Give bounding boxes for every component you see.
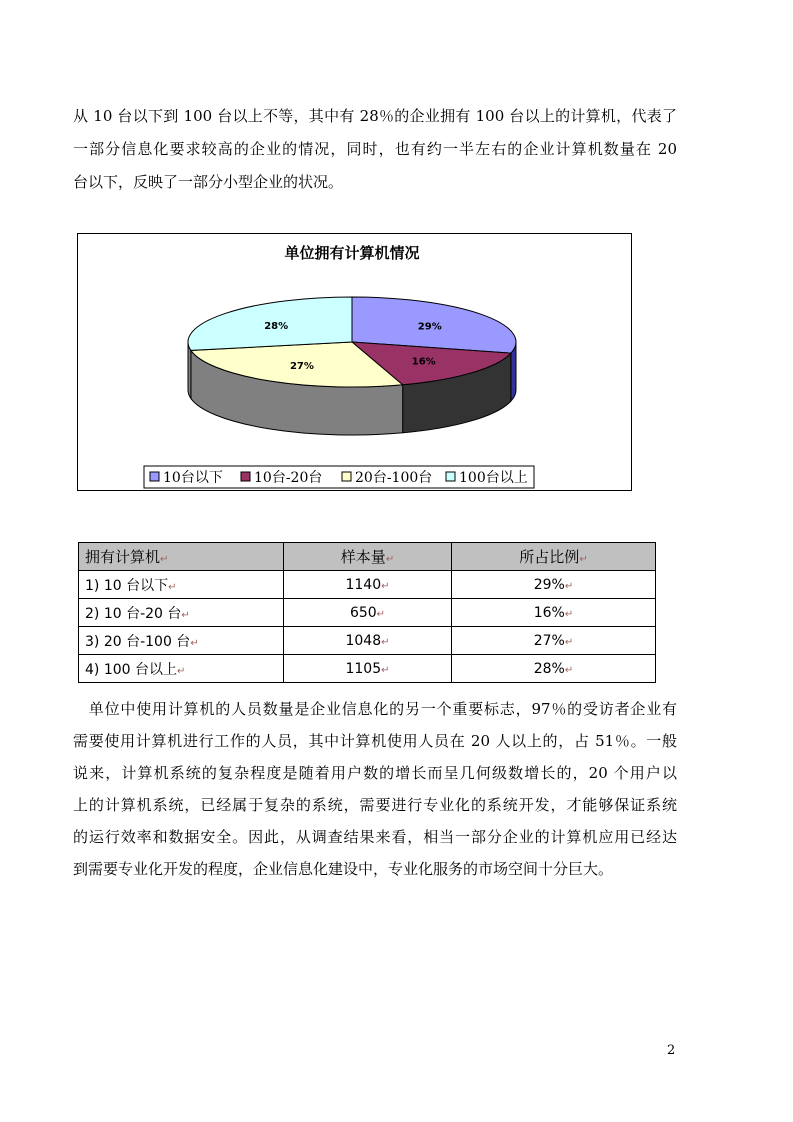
header-cell: 样本量: [340, 548, 386, 566]
table-cell: 1105: [345, 660, 382, 677]
pie-data-label: 27%: [289, 361, 314, 373]
table-cell: 650: [349, 604, 377, 621]
legend-label: 10台-20台: [254, 470, 323, 486]
legend-swatch: [342, 472, 351, 481]
pie-data-label: 28%: [264, 320, 289, 332]
table-row: 2) 10 台-20 台↵ 650↵ 16%↵: [79, 599, 656, 627]
text-line: 单位中使用计算机的人员数量是企业信息化的另一个重要标志，97％的受访者企业有: [73, 700, 677, 718]
table-row: 1) 10 台以下↵ 1140↵ 29%↵: [79, 571, 656, 599]
table-cell: 1) 10 台以下: [85, 577, 169, 594]
legend-swatch: [446, 472, 455, 481]
header-cell: 拥有计算机: [85, 548, 161, 566]
legend-swatch: [241, 472, 250, 481]
table-cell: 2) 10 台-20 台: [85, 605, 182, 622]
table-cell: 29%: [533, 576, 565, 593]
text-line: 说来，计算机系统的复杂程度是随着用户数的增长而呈几何级数增长的，20 个用户以: [73, 764, 677, 782]
header-cell: 所占比例: [519, 548, 580, 566]
legend-label: 20台-100台: [355, 470, 433, 486]
legend-swatch: [150, 472, 159, 481]
table-cell: 16%: [533, 604, 565, 621]
table-cell: 1140: [345, 576, 382, 593]
pie-data-label: 16%: [411, 356, 436, 368]
legend-label: 10台以下: [163, 470, 223, 486]
page-number: 2: [667, 1043, 676, 1058]
text-line: 台以下，反映了一部分小型企业的状况。: [73, 173, 344, 191]
table-cell: 4) 100 台以上: [85, 661, 177, 678]
text-line: 从 10 台以下到 100 台以上不等，其中有 28％的企业拥有 100 台以上的计算机，代表了: [73, 107, 677, 125]
text-line: 上的计算机系统，已经属于复杂的系统，需要进行专业化的系统开发，才能够保证系统: [73, 796, 677, 814]
data-table: [78, 542, 656, 683]
pie-data-label: 29%: [417, 321, 442, 333]
table-row: 4) 100 台以上↵ 1105↵ 28%↵: [79, 655, 656, 683]
table-cell: 1048: [345, 632, 382, 649]
legend-label: 100台以上: [459, 470, 528, 486]
text-line: 一部分信息化要求较高的企业的情况，同时，也有约一半左右的企业计算机数量在 20: [73, 140, 677, 158]
chart-title: 单位拥有计算机情况: [284, 244, 420, 262]
pie-chart-svg: [78, 234, 631, 490]
pie-chart: [77, 233, 632, 491]
table-row: 3) 20 台-100 台↵ 1048↵ 27%↵: [79, 627, 656, 655]
table-cell: 3) 20 台-100 台: [85, 633, 191, 650]
text-line: 需要使用计算机进行工作的人员，其中计算机使用人员在 20 人以上的，占 51％。一般: [73, 732, 677, 750]
table-cell: 28%: [533, 660, 565, 677]
table-cell: 27%: [533, 632, 565, 649]
table-header-row: 拥有计算机↵ 样本量↵ 所占比例↵: [79, 543, 656, 571]
text-line: 的运行效率和数据安全。因此，从调查结果来看，相当一部分企业的计算机应用已经达: [73, 828, 677, 846]
text-line: 到需要专业化开发的程度，企业信息化建设中，专业化服务的市场空间十分巨大。: [73, 860, 614, 878]
